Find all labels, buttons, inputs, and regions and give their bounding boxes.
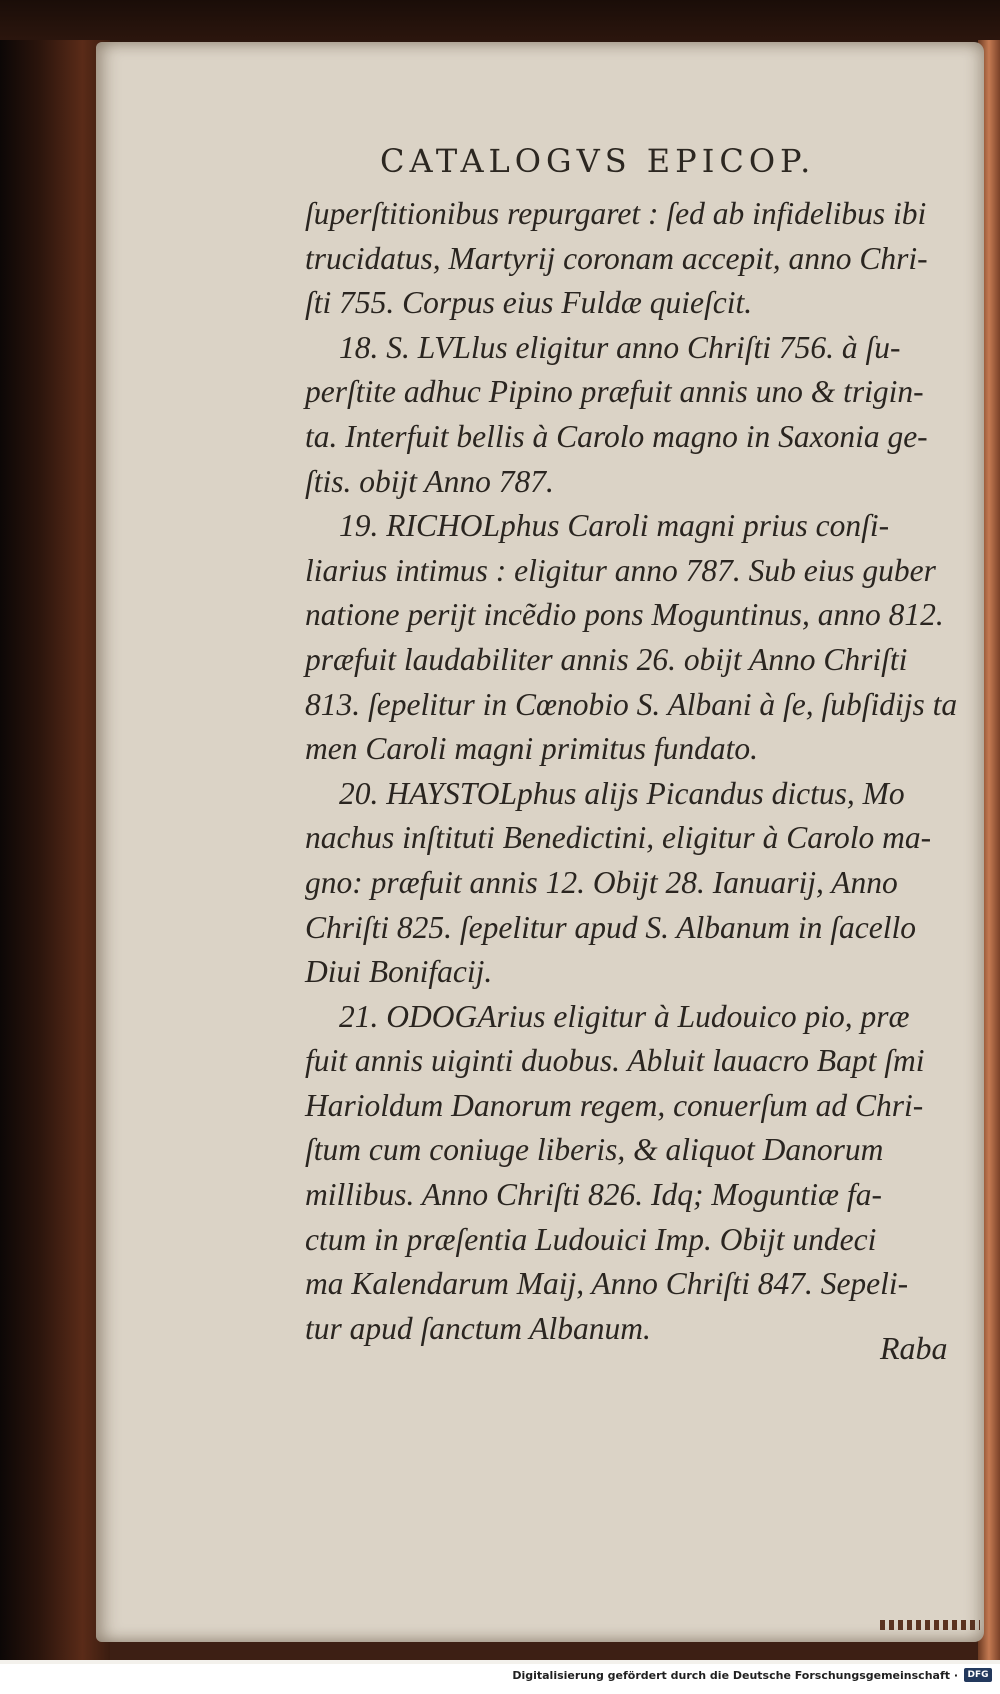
text-line: ſti 755. Corpus eius Fuldæ quieſcit. [305, 285, 753, 321]
text-line: nachus inſtituti Benedictini, eligitur à Carolo ma- [305, 820, 932, 856]
text-line: natione perijt incẽdio pons Moguntinus, anno 812. [305, 597, 944, 633]
entry-18-start: 18. S. LVLlus eligitur anno Chriſti 756. à ſu- [339, 329, 901, 365]
text-line: millibus. Anno Chriſti 826. Idq; Moguntiæ fa- [305, 1177, 882, 1213]
running-header: CATALOGVS EPICOP. [380, 142, 816, 180]
dfg-logo-text: DFG [967, 1670, 989, 1680]
text-line: ta. Interfuit bellis à Carolo magno in Saxonia ge- [305, 418, 928, 454]
page-edge-marks [880, 1620, 980, 1630]
text-line: Chriſti 825. ſepelitur apud S. Albanum in ſacello [305, 909, 917, 945]
text-line: tur apud ſanctum Albanum. [305, 1310, 651, 1346]
text-line: præfuit laudabiliter annis 26. obijt Anno Chriſti [305, 641, 908, 677]
text-line: 813. ſepelitur in Cœnobio S. Albani à ſe, ſubſidijs ta [305, 686, 958, 722]
text-line: ſtis. obijt Anno 787. [305, 463, 554, 499]
scan-top-shade [0, 0, 1000, 48]
text-line: fuit annis uiginti duobus. Abluit lauacro Bapt ſmi [305, 1043, 925, 1079]
page-body [305, 192, 970, 1351]
text-line: men Caroli magni primitus fundato. [305, 731, 758, 767]
entry-19-start: 19. RICHOLphus Caroli magni prius conſi- [339, 508, 890, 544]
credit-bar [0, 1664, 1000, 1694]
text-line: ſtum cum coniuge liberis, & aliquot Danorum [305, 1132, 884, 1168]
text-line: trucidatus, Martyrij coronam accepit, anno Chri- [305, 240, 928, 276]
text-line: gno: præfuit annis 12. Obijt 28. Ianuarij, Anno [305, 864, 898, 900]
text-line: ctum in præſentia Ludouici Imp. Obijt undeci [305, 1221, 877, 1257]
text-line: liarius intimus : eligitur anno 787. Sub eius guber [305, 552, 936, 588]
digitization-credit: Digitalisierung gefördert durch die Deutsche Forschungsgemeinschaft · [512, 1669, 958, 1682]
text-line: ma Kalendarum Maij, Anno Chriſti 847. Sepeli- [305, 1266, 909, 1302]
dfg-logo [964, 1668, 992, 1682]
text-line: Diui Bonifacij. [305, 954, 493, 990]
entry-21-start: 21. ODOGArius eligitur à Ludouico pio, præ [339, 998, 910, 1034]
text-line: ſuperſtitionibus repurgaret : ſed ab infidelibus ibi [305, 196, 927, 231]
text-line: perſtite adhuc Pipino præfuit annis uno & trigin- [305, 374, 924, 410]
text-line: Harioldum Danorum regem, conuerſum ad Chri- [305, 1087, 924, 1123]
book-cover-left [0, 40, 110, 1660]
entry-20-start: 20. HAYSTOLphus alijs Picandus dictus, Mo [339, 775, 905, 811]
catchword: Raba [880, 1330, 948, 1366]
